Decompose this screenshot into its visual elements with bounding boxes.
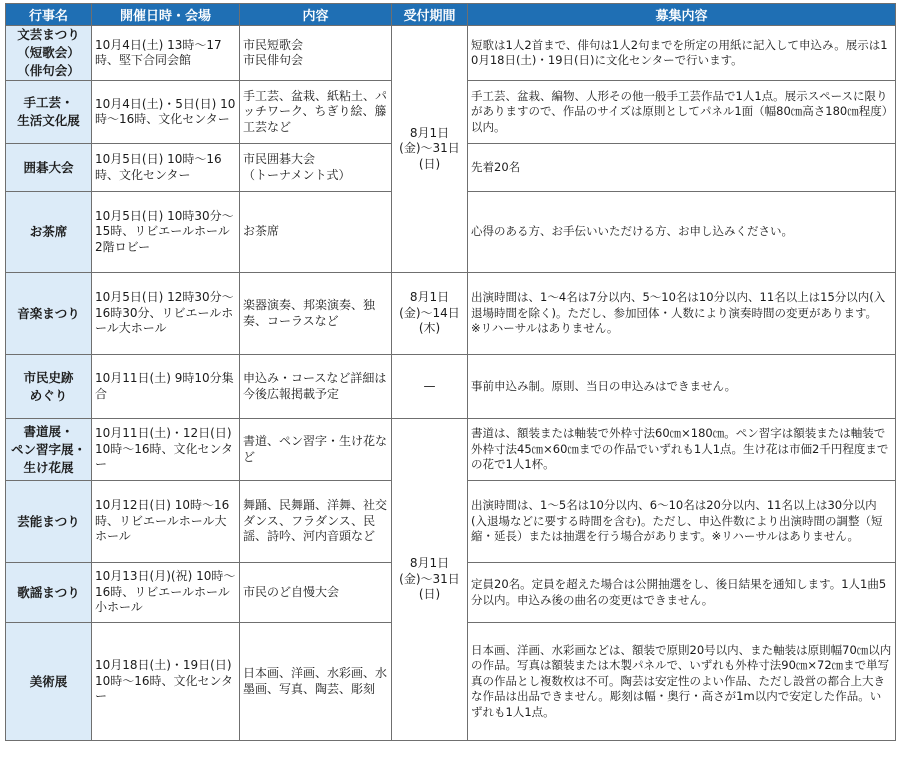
event-content: 市民のど自慢大会 — [240, 563, 392, 623]
event-name-line: （短歌会） — [17, 45, 80, 60]
event-name — [6, 481, 92, 563]
recruit-details: 書道は、額装または軸装で外枠寸法60㎝×180㎝。ペン習字は額装または軸装で外枠寸法45㎝×60㎝までの作品でいずれも1人1点。生け花は市価2千円程度までの花で1人1杯。 — [468, 419, 896, 481]
event-content: 手工芸、盆栽、紙粘土、パッチワーク、ちぎり絵、籐工芸など — [240, 81, 392, 144]
event-name-line: 文芸まつり — [17, 27, 80, 42]
event-name-line: めぐり — [29, 387, 68, 403]
recruit-details: 定員20名。定員を超えた場合は公開抽選をし、後日結果を通知します。1人1曲5分以内。申込み後の曲名の変更はできません。 — [468, 563, 896, 623]
event-name-line: 美術展 — [29, 673, 68, 689]
event-name — [6, 355, 92, 419]
table-row — [6, 273, 896, 355]
recruit-details: 短歌は1人2首まで、俳句は1人2句までを所定の用紙に記入して申込み。展示は10月18日(土)・19日(日)に文化センターで行います。 — [468, 26, 896, 81]
event-name-line: （俳句会） — [17, 63, 80, 78]
recruit-details: 出演時間は、1〜4名は7分以内、5〜10名は10分以内、11名以上は15分以内(入退場時間を除く)。ただし、参加団体・人数により演奏時間の変更があります。 ※リハーサルはありません。 — [468, 273, 896, 355]
event-name-line: 囲碁大会 — [23, 159, 74, 175]
event-name — [6, 273, 92, 355]
event-name-line: 芸能まつり — [17, 513, 80, 529]
event-name-line: お茶席 — [29, 224, 68, 239]
event-name-line: 歌謡まつり — [17, 584, 80, 600]
event-name — [6, 26, 92, 81]
event-datetime: 10月12日(日) 10時〜16時、リビエールホール大ホール — [92, 481, 240, 563]
recruit-details: 日本画、洋画、水彩画などは、額装で原則20号以内、また軸装は原則幅70㎝以内の作品。写真は額装または木製パネルで、いずれも外枠寸法90㎝×72㎝まで単写真の作品とし複数枚は不可。陶芸は安定性のよい作品、ただし設営の都合上大きな作品は出品できません。彫刻は幅・奥行・高さが1m以内で安定した作品。いずれも1人1点。 — [468, 623, 896, 741]
event-datetime: 10月4日(土)・5日(日) 10時〜16時、文化センター — [92, 81, 240, 144]
event-datetime: 10月5日(日) 10時30分〜15時、リビエールホール2階ロビー — [92, 192, 240, 273]
table-row — [6, 419, 896, 481]
event-datetime: 10月4日(土) 13時〜17時、堅下合同会館 — [92, 26, 240, 81]
event-datetime: 10月5日(日) 10時〜16時、文化センター — [92, 144, 240, 192]
page — [0, 3, 900, 773]
recruit-details: 先着20名 — [468, 144, 896, 192]
event-datetime: 10月11日(土)・12日(日) 10時〜16時、文化センター — [92, 419, 240, 481]
event-name-line: 手工芸・ — [23, 95, 74, 110]
event-name-line: 生活文化展 — [17, 113, 80, 128]
header-period: 受付期間 — [392, 4, 468, 26]
event-name — [6, 563, 92, 623]
recruit-details: 手工芸、盆栽、編物、人形その他一般手工芸作品で1人1点。展示スペースに限りがありますので、作品のサイズは原則としてパネル1面（幅80㎝高さ180㎝程度）以内。 — [468, 81, 896, 144]
event-name — [6, 144, 92, 192]
event-content: 市民囲碁大会 （トーナメント式） — [240, 144, 392, 192]
event-name-line: 生け花展 — [23, 459, 74, 475]
recruit-details: 出演時間は、1〜5名は10分以内、6〜10名は20分以内、11名以上は30分以内(入退場などに要する時間を含む)。ただし、申込件数により出演時間の調整（短縮・延長）または抽選を行う場合があります。※リハーサルはありません。 — [468, 481, 896, 563]
event-content: 市民短歌会 市民俳句会 — [240, 26, 392, 81]
event-datetime: 10月5日(日) 12時30分〜16時30分、リビエールホール大ホール — [92, 273, 240, 355]
event-content: 申込み・コースなど詳細は今後広報掲載予定 — [240, 355, 392, 419]
reception-period: — — [392, 355, 468, 419]
event-name — [6, 623, 92, 741]
event-datetime: 10月13日(月)(祝) 10時〜16時、リビエールホール小ホール — [92, 563, 240, 623]
reception-period: 8月1日(金)〜31日(日) — [392, 26, 468, 273]
table-row — [6, 355, 896, 419]
table-row — [6, 26, 896, 81]
event-content: 楽器演奏、邦楽演奏、独奏、コーラスなど — [240, 273, 392, 355]
recruit-details: 事前申込み制。原則、当日の申込みはできません。 — [468, 355, 896, 419]
event-datetime: 10月11日(土) 9時10分集合 — [92, 355, 240, 419]
event-schedule-table — [5, 3, 896, 741]
header-datetime: 開催日時・会場 — [92, 4, 240, 26]
event-content: お茶席 — [240, 192, 392, 273]
event-content: 舞踊、民舞踊、洋舞、社交ダンス、フラダンス、民謡、詩吟、河内音頭など — [240, 481, 392, 563]
header-recruit: 募集内容 — [468, 4, 896, 26]
event-content: 日本画、洋画、水彩画、水墨画、写真、陶芸、彫刻 — [240, 623, 392, 741]
event-name-line: 市民史跡 — [23, 369, 74, 385]
header-event: 行事名 — [6, 4, 92, 26]
table-header-row — [6, 4, 896, 26]
event-name-line: ペン習字展・ — [10, 441, 86, 457]
event-content: 書道、ペン習字・生け花など — [240, 419, 392, 481]
event-name-line: 音楽まつり — [17, 305, 80, 321]
event-name — [6, 419, 92, 481]
reception-period: 8月1日(金)〜31日(日) — [392, 419, 468, 741]
event-name — [6, 81, 92, 144]
recruit-details: 心得のある方、お手伝いいただける方、お申し込みください。 — [468, 192, 896, 273]
event-name — [6, 192, 92, 273]
event-datetime: 10月18日(土)・19日(日) 10時〜16時、文化センター — [92, 623, 240, 741]
reception-period: 8月1日(金)〜14日(木) — [392, 273, 468, 355]
event-name-line: 書道展・ — [23, 423, 74, 439]
header-content: 内容 — [240, 4, 392, 26]
